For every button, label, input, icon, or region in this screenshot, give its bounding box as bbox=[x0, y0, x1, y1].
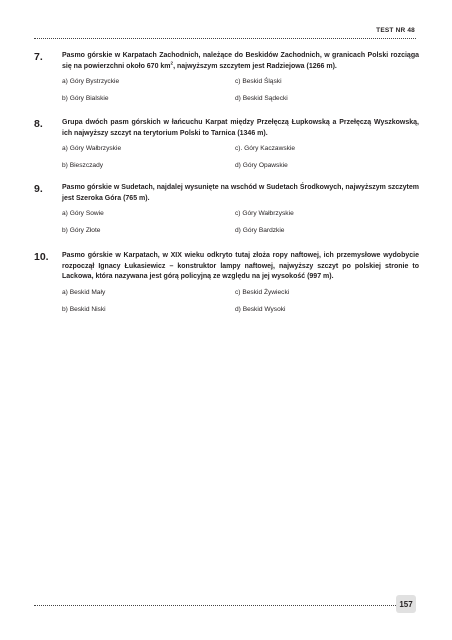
answer-option-b[interactable]: b) Góry Złote bbox=[62, 227, 101, 235]
answer-option-d[interactable]: d) Beskid Wysoki bbox=[235, 305, 286, 313]
answer-option-c[interactable]: c) Beskid Śląski bbox=[235, 78, 282, 86]
answer-option-d[interactable]: d) Góry Opawskie bbox=[235, 162, 288, 170]
page-number: 157 bbox=[396, 595, 416, 613]
answer-option-b[interactable]: b) Beskid Niski bbox=[62, 305, 106, 313]
question-number: 10. bbox=[34, 251, 49, 263]
question-text: Pasmo górskie w Sudetach, najdalej wysunięte na wschód w Sudetach Środkowych, najwyższym szczytem jest Szeroka Góra (765 m). bbox=[62, 184, 419, 202]
question-8 bbox=[34, 118, 419, 170]
question-text: Pasmo górskie w Karpatach, w XIX wieku odkryto tutaj złoża ropy naftowej, ich przemysłowe wydobycie rozpoczął Ignacy Łukasiewicz – konstruktor lampy naftowej, najwyższy szczyt po polskiej stronie to Lackowa, która nazywana jest górą policyjną ze względu na jej wysokość (997 m). bbox=[62, 252, 419, 281]
answer-option-d[interactable]: d) Beskid Sądecki bbox=[235, 95, 288, 103]
question-number: 8. bbox=[34, 118, 43, 130]
test-number-label: TEST NR 48 bbox=[376, 27, 415, 34]
answer-options bbox=[62, 209, 419, 235]
answer-options bbox=[62, 144, 419, 170]
footer-divider bbox=[34, 605, 416, 606]
question-text: Grupa dwóch pasm górskich w łańcuchu Karpat między Przełęczą Łupkowską a Przełęczą Wyszkowską, ich najwyższy szczyt na terytorium Polski to Tarnica (1346 m). bbox=[62, 119, 419, 137]
question-text: Pasmo górskie w Karpatach Zachodnich, należące do Beskidów Zachodnich, w granicach Polski rozciąga się na powierzchni około 670 $km^2$, najwyższym szczytem jest Radziejowa (1266 m). bbox=[62, 52, 419, 70]
answer-options bbox=[62, 77, 419, 103]
answer-option-a[interactable]: a) Góry Bystrzyckie bbox=[62, 78, 120, 86]
question-7 bbox=[34, 51, 419, 103]
question-number: 7. bbox=[34, 51, 43, 63]
answer-option-c[interactable]: c) Góry Wałbrzyskie bbox=[235, 210, 294, 218]
answer-option-b[interactable]: b) Góry Bialskie bbox=[62, 95, 109, 103]
question-number: 9. bbox=[34, 183, 43, 195]
question-9 bbox=[34, 183, 419, 235]
question-10 bbox=[34, 251, 419, 314]
answer-option-c[interactable]: c) Beskid Żywiecki bbox=[235, 288, 290, 296]
answer-options bbox=[62, 288, 419, 314]
answer-option-c[interactable]: c). Góry Kaczawskie bbox=[235, 145, 296, 153]
answer-option-a[interactable]: a) Góry Sowie bbox=[62, 210, 104, 218]
answer-option-a[interactable]: a) Góry Wałbrzyskie bbox=[62, 145, 122, 153]
answer-option-b[interactable]: b) Bieszczady bbox=[62, 162, 104, 170]
answer-option-a[interactable]: a) Beskid Mały bbox=[62, 288, 106, 296]
superscript: 2 bbox=[170, 60, 174, 66]
answer-option-d[interactable]: d) Góry Bardzkie bbox=[235, 227, 285, 235]
header-divider bbox=[34, 38, 416, 39]
